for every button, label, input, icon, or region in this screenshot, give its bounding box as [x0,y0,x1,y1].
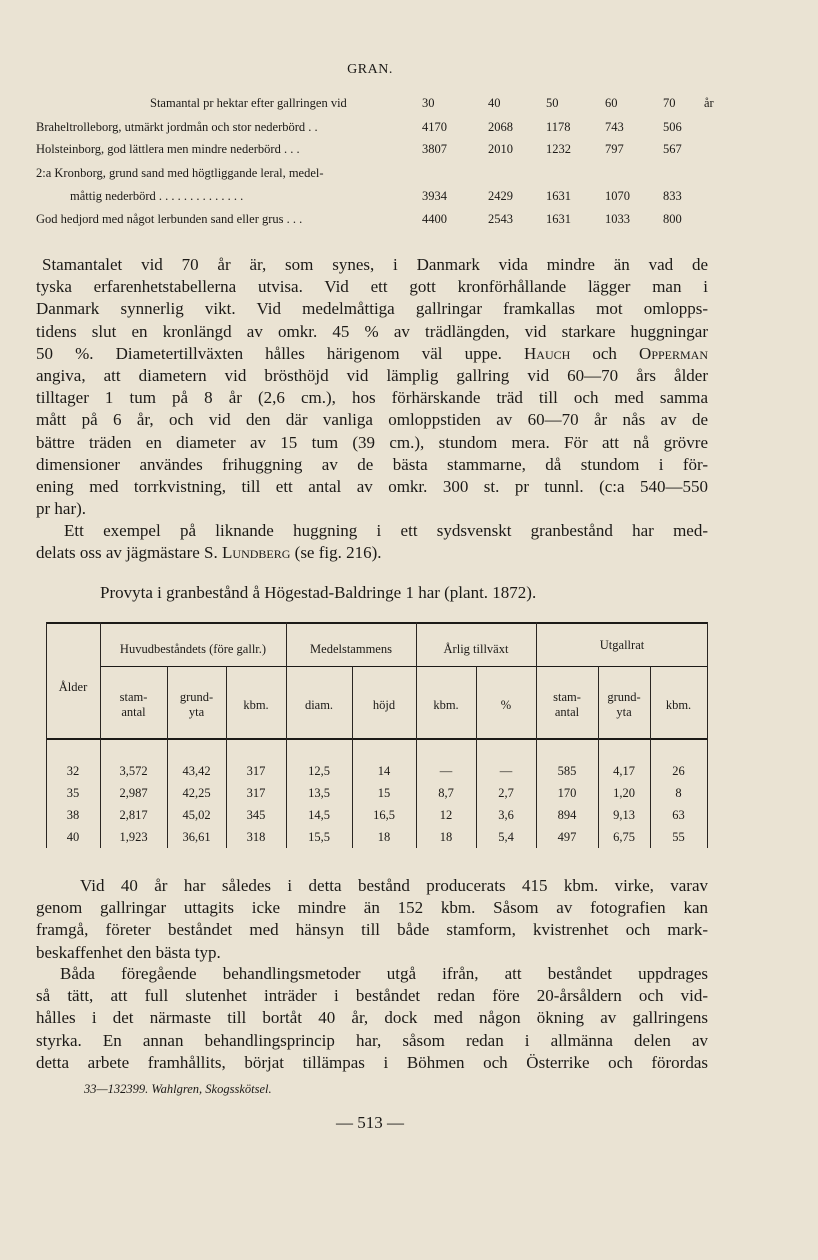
printer-signature: 33—132399. Wahlgren, Skogsskötsel. [84,1082,272,1096]
cell: 1033 [605,212,630,226]
author-name: Opperman [639,343,709,363]
table-cell: 8 [675,786,682,800]
text-line: tyska erfarenhetstabellerna utvisa. Vid ett gott kronförhållande lägger man i [36,277,708,297]
table-top-rule [46,622,708,624]
text-line [36,343,708,365]
age-header: 40 [488,96,501,110]
text-line: tilltager 1 tum på 8 år (2,6 cm.), hos förhärskande träd till och med samma [36,388,708,408]
age-cell: 38 [66,808,80,822]
text-line: Ett exempel på liknande huggning i ett sydsvenskt granbestånd har med- [64,521,708,540]
text-line: så tätt, att full slutenhet inträder i beståndet redan före 20-årsåldern och vid- [36,986,708,1006]
cell: 2010 [488,142,513,156]
table-cell: 1,923 [119,830,148,844]
table-cell: 2,987 [119,786,148,800]
stem-table-row [36,120,726,140]
text-line: mått på 6 år, och vid den där vanliga omloppstiden av 60—70 år nås av de [36,410,708,430]
cell: 506 [663,120,682,134]
table-cell: 497 [557,830,577,844]
table-cell: 36,61 [182,830,211,844]
row-label: 2:a Kronborg, grund sand med högtliggande leral, medel- [36,166,324,180]
cell: 2068 [488,120,513,134]
page-number: — 513 — [336,1113,404,1132]
table-cell: 8,7 [438,786,454,800]
age-column-header: Ålder [58,680,88,694]
table-cell: 2,817 [119,808,148,822]
table-cell: 3,572 [119,764,148,778]
running-head: GRAN. [347,62,393,77]
table-cell: 12 [439,808,453,822]
text-line: styrka. En annan behandlingsprincip har, såsom redan i allmänna delen av [36,1030,708,1050]
stem-table-row [36,166,726,186]
text-line: detta arbete framhållits, börjat tillämpas i Böhmen och Österrike och förordas [36,1052,708,1072]
cell: 1631 [546,212,571,226]
row-label: Braheltrolleborg, utmärkt jordmån och stor nederbörd . . [36,120,318,134]
age-cell: 32 [66,764,80,778]
author-name: Hauch [524,343,571,363]
group-header: Huvudbeståndets (före gallr.) [119,642,267,656]
table-cell: 5,4 [498,830,514,844]
table-cell: 13,5 [308,786,330,800]
cell: 2429 [488,189,513,203]
column-subheader: kbm. [665,698,692,712]
text-fragment: (se fig. 216). [290,543,382,563]
author-name: Lundberg [222,543,291,563]
table-cell: 170 [557,786,577,800]
table-cell: 15,5 [308,830,330,844]
table-cell: 15 [377,786,391,800]
cell: 1070 [605,189,630,203]
text-line [36,542,708,564]
stem-table-row [36,212,726,232]
text-line: tidens slut en kronlängd av omkr. 45 % av trädlängden, vid starkare huggningar [36,321,708,341]
table-header-rule [46,738,708,740]
table-cell: 12,5 [308,764,330,778]
table-cell: — [439,764,453,778]
column-subheader: diam. [304,698,334,712]
text-line: angiva, att diametern vid brösthöjd vid lämplig gallring vid 60—70 års ålder [36,366,708,386]
table-cell: 14 [377,764,391,778]
text-line: Båda föregående behandlingsmetoder utgå ifrån, att beståndet uppdrages [60,964,708,983]
text-fragment: och [570,343,640,363]
cell: 2543 [488,212,513,226]
text-line: beskaffenhet den bästa typ. [36,942,221,962]
cell: 743 [605,120,624,134]
age-header: 30 [422,96,435,110]
cell: 4170 [422,120,447,134]
table-cell: 9,13 [613,808,635,822]
column-subheader: stam- antal [553,690,581,719]
table-cell: 894 [557,808,577,822]
cell: 3807 [422,142,447,156]
table-cell: 45,02 [182,808,211,822]
column-subheader: kbm. [243,698,269,712]
cell: 1631 [546,189,571,203]
sample-plot-table [46,622,708,848]
age-cell: 40 [66,830,80,844]
table-cell: 63 [672,808,685,822]
body-paragraph [36,875,708,964]
group-divider-rule [100,666,708,667]
text-line: dimensioner användes frihuggning av de bästa stammarne, då stundom i för- [36,454,708,474]
cell: 4400 [422,212,447,226]
stem-table-header-label: Stamantal pr hektar efter gallringen vid [150,96,347,110]
text-fragment: 50 %. Diametertillväxten hålles härigenom väl uppe. [36,343,524,363]
age-header: 70 [663,96,676,110]
stem-table-row [36,142,726,162]
table-cell: 2,7 [498,786,514,800]
body-paragraph [36,254,708,520]
table-cell: 18 [439,830,453,844]
age-cell: 35 [66,786,80,800]
text-line: hålles i det närmaste till bortåt 40 år, dock med någon ökning av gallringens [36,1008,708,1028]
text-fragment: delats oss av jägmästare S. [36,543,223,563]
cell: 567 [663,142,682,156]
cell: 797 [605,142,624,156]
column-subheader: % [500,698,512,712]
stem-table-row [36,189,726,209]
table-cell: 585 [557,764,577,778]
group-header: Utgallrat [599,638,645,652]
text-line: genom gallringar uttagits icke mindre än 152 kbm. Såsom av fotografien kan [36,898,708,918]
table-caption: Provyta i granbestånd å Högestad-Baldringe 1 har (plant. 1872). [100,583,537,602]
text-line: Danmark synnerlig vikt. Vid medelmåttiga gallringar framkallas mot omlopps- [36,299,708,319]
column-subheader: stam- antal [119,690,148,719]
table-cell: 4,17 [613,764,635,778]
table-cell: 1,20 [613,786,635,800]
table-cell: 318 [246,830,266,844]
column-divider [707,622,708,848]
table-cell: 14,5 [308,808,330,822]
stem-table-header-row [36,96,726,116]
table-cell: 43,42 [182,764,211,778]
cell: 3934 [422,189,447,203]
text-line: bättre träden en diameter av 15 tum (39 cm.), stundom mera. För att nå grövre [36,432,708,452]
cell: 1232 [546,142,571,156]
body-paragraph [36,520,708,564]
cell: 833 [663,189,682,203]
table-cell: 18 [377,830,391,844]
column-subheader: grund- yta [179,690,214,719]
age-header: 60 [605,96,618,110]
table-cell: 6,75 [613,830,635,844]
text-line: ening med torrkvistning, till ett antal av omkr. 300 st. pr tunnl. (c:a 540—550 [36,477,708,497]
table-cell: 345 [246,808,266,822]
column-subheader: grund- yta [607,690,641,719]
age-header: 50 [546,96,559,110]
table-cell: 317 [246,786,266,800]
table-cell: 3,6 [498,808,514,822]
text-line: framgå, företer beståndet med hänsyn till både stamform, kvistrenhet och mark- [36,920,708,940]
age-unit: år [704,96,714,110]
group-header: Årlig tillväxt [443,642,509,656]
text-line: pr har). [36,499,87,519]
row-label: God hedjord med något lerbunden sand eller grus . . . [36,212,303,226]
text-line: Stamantalet vid 70 år är, som synes, i Danmark vida mindre än vad de [42,255,708,274]
table-cell: — [499,764,513,778]
cell: 1178 [546,120,571,134]
body-paragraph [36,963,708,1074]
row-label: Holsteinborg, god lättlera men mindre nederbörd . . . [36,142,300,156]
group-header: Medelstammens [310,642,392,656]
text-line: Vid 40 år har således i detta bestånd producerats 415 kbm. virke, varav [80,876,708,895]
table-cell: 317 [246,764,266,778]
cell: 800 [663,212,682,226]
row-label: måttig nederbörd . . . . . . . . . . . . . . [70,189,244,203]
table-cell: 16,5 [373,808,395,822]
table-cell: 42,25 [182,786,211,800]
column-subheader: kbm. [433,698,459,712]
table-cell: 55 [672,830,685,844]
column-subheader: höjd [372,698,396,712]
table-cell: 26 [672,764,685,778]
